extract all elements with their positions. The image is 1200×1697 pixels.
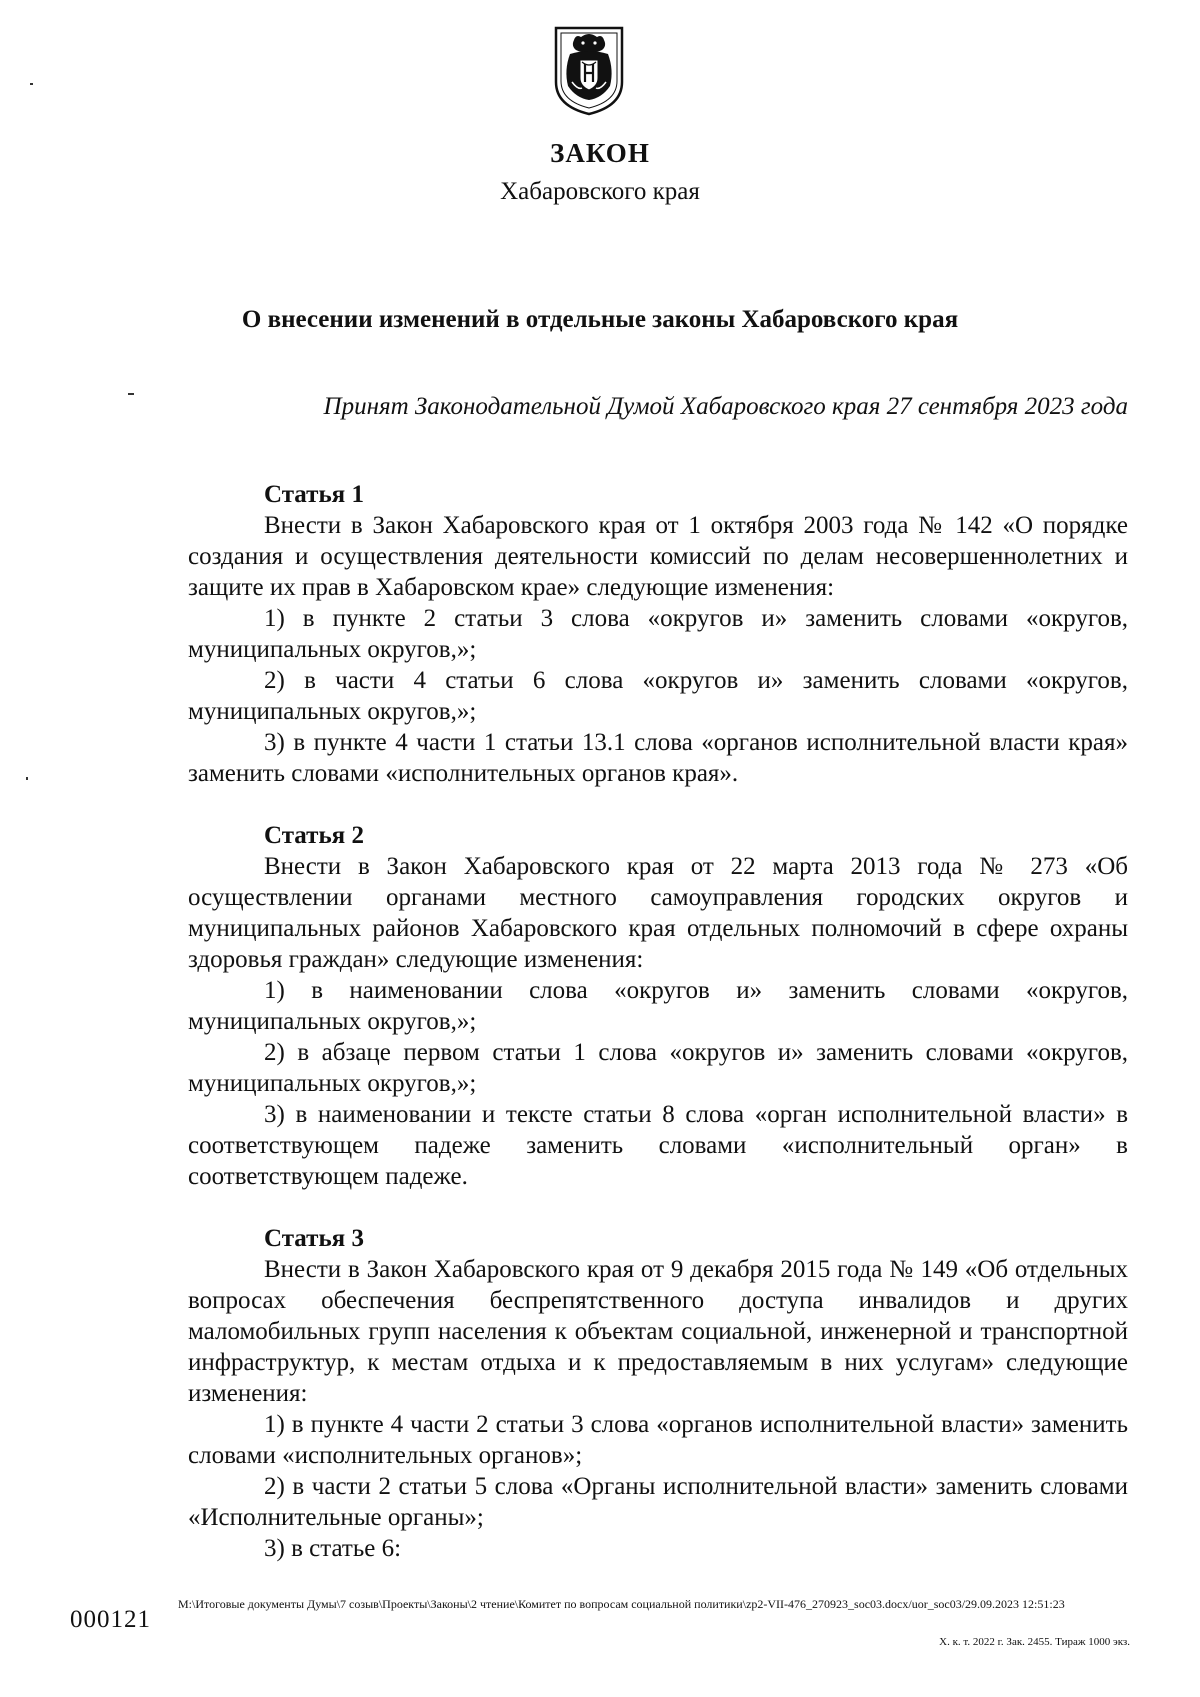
adoption-note: Принят Законодательной Думой Хабаровского края 27 сентября 2023 года (323, 393, 1128, 420)
article-heading: Статья 3 (264, 1225, 364, 1252)
footer-document-number: 000121 (70, 1606, 151, 1633)
article-item: 2) в части 2 статьи 5 слова «Органы исполнительной власти» заменить словами «Исполнительные органы»; (188, 1473, 1128, 1531)
article-heading: Статья 2 (264, 822, 364, 849)
article-intro: Внести в Закон Хабаровского края от 22 марта 2013 года № 273 «Об осуществлении органами местного самоуправления городских округов и муниципальных районов Хабаровского края отдельных полномочий в сфере охраны здоровья граждан» следующие изменения: (188, 853, 1128, 973)
footer-file-path: M:\Итоговые документы Думы\7 созыв\Проекты\Законы\2 чтение\Комитет по вопросам социальной политики\zp2-VII-476_270923_soc03.docx/uor_soc03/29.09.2023 12:51:23 (178, 1597, 1065, 1611)
document-body (188, 479, 1128, 1595)
scan-speck (128, 393, 134, 395)
article-intro: Внести в Закон Хабаровского края от 1 октября 2003 года № 142 «О порядке создания и осуществления деятельности комиссий по делам несовершеннолетних и защите их прав в Хабаровском крае» следующие изменения: (188, 512, 1128, 601)
article-item: 2) в части 4 статьи 6 слова «округов и» заменить словами «округов, муниципальных округов,»; (188, 667, 1128, 725)
article-item: 3) в статье 6: (264, 1535, 402, 1562)
article-item: 3) в пункте 4 части 1 статьи 13.1 слова «органов исполнительной власти края» заменить словами «исполнительных органов края». (188, 729, 1128, 787)
document-region: Хабаровского края (500, 178, 700, 205)
article-item: 1) в пункте 4 части 2 статьи 3 слова «органов исполнительной власти» заменить словами «исполнительных органов»; (188, 1411, 1128, 1469)
document-type: ЗАКОН (550, 138, 650, 168)
article-intro: Внести в Закон Хабаровского края от 9 декабря 2015 года № 149 «Об отдельных вопросах обеспечения беспрепятственного доступа инвалидов и других маломобильных групп населения к объектам социальной, инженерной и транспортной инфраструктур, к местам отдыха и к предоставляемым в них услугам» следующие изменения: (188, 1256, 1128, 1407)
scan-speck (26, 777, 28, 780)
article-item: 1) в пункте 2 статьи 3 слова «округов и» заменить словами «округов, муниципальных округов,»; (188, 605, 1128, 663)
article-heading: Статья 1 (264, 481, 364, 508)
article-item: 1) в наименовании слова «округов и» заменить словами «округов, муниципальных округов,»; (188, 977, 1128, 1035)
footer-print-info: Х. к. т. 2022 г. Зак. 2455. Тираж 1000 экз. (939, 1636, 1130, 1648)
article-3 (188, 1223, 1128, 1564)
coat-of-arms-icon (552, 22, 626, 118)
article-item: 3) в наименовании и тексте статьи 8 слова «орган исполнительной власти» в соответствующем падеже заменить словами «исполнительный орган» в соответствующем падеже. (188, 1101, 1128, 1190)
article-1 (188, 479, 1128, 789)
article-item: 2) в абзаце первом статьи 1 слова «округов и» заменить словами «округов, муниципальных округов,»; (188, 1039, 1128, 1097)
scan-speck (30, 83, 33, 85)
document-title: О внесении изменений в отдельные законы Хабаровского края (241, 306, 959, 333)
article-2 (188, 820, 1128, 1192)
